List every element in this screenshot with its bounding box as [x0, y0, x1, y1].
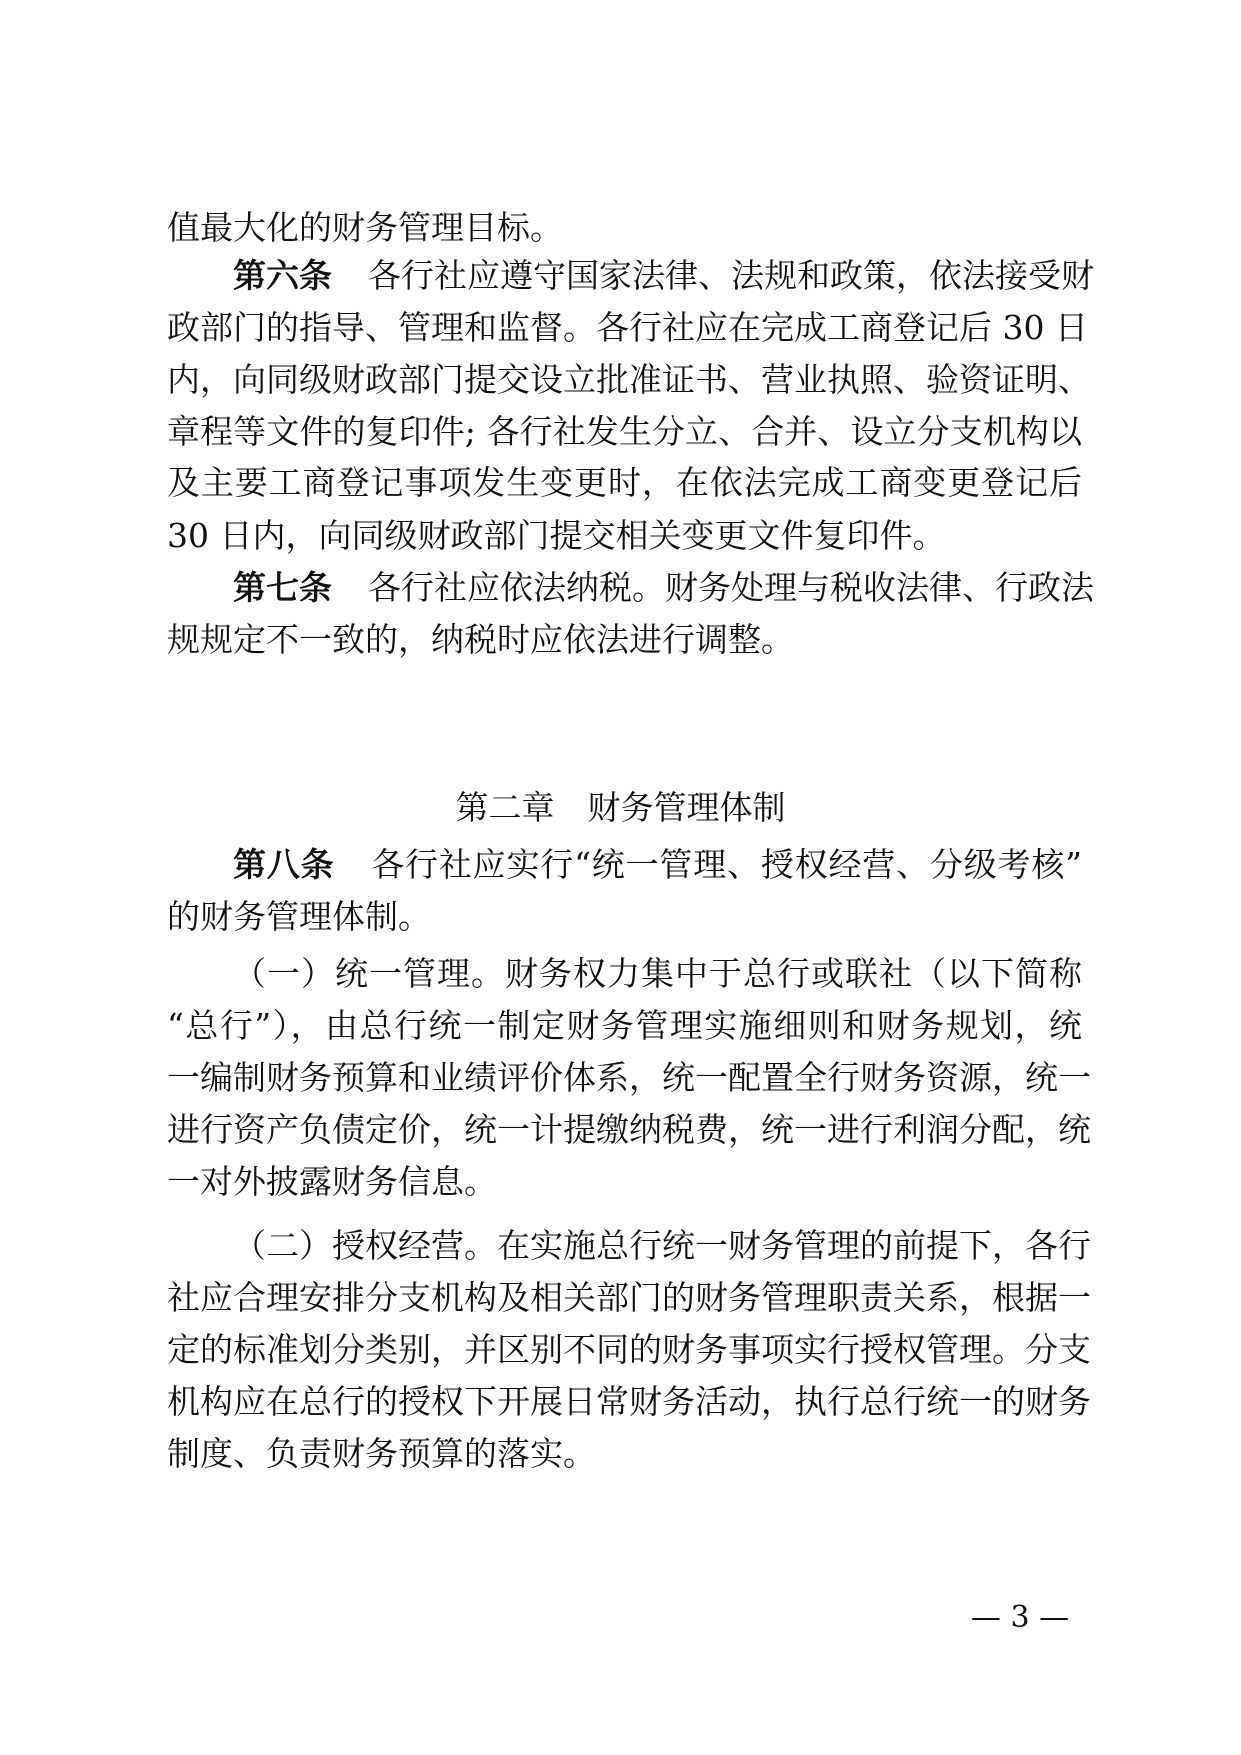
text-line: 政部门的指导、管理和监督。各行社应在完成工商登记后 30 日 — [167, 308, 1088, 347]
article-7-first-line — [233, 560, 1094, 616]
text-line: 章程等文件的复印件; 各行社发生分立、合并、设立分支机构以 — [167, 412, 1082, 451]
text-line: 30 日内，向同级财政部门提交相关变更文件复印件。 — [167, 516, 946, 555]
text-line: 社应合理安排分支机构及相关部门的财务管理职责关系，根据一 — [167, 1278, 1091, 1317]
text-line: 制度、负责财务预算的落实。 — [167, 1434, 596, 1473]
text-line: “总行”），由总行统一制定财务管理实施细则和财务规划，统 — [167, 1006, 1082, 1045]
article-text: 各行社应实行“统一管理、授权经营、分级考核” — [370, 845, 1082, 884]
article-heading: 第六条 — [233, 256, 332, 295]
item-2-first-line: （二）授权经营。在实施总行统一财务管理的前提下，各行 — [233, 1226, 1091, 1265]
page-number: — 3 — — [970, 1600, 1070, 1635]
text-line: 一对外披露财务信息。 — [167, 1162, 497, 1201]
article-8-first-line — [233, 837, 1082, 893]
text-line: 规规定不一致的，纳税时应依法进行调整。 — [167, 620, 794, 659]
text-line: 机构应在总行的授权下开展日常财务活动，执行总行统一的财务 — [167, 1382, 1091, 1421]
article-6-first-line — [233, 248, 1094, 304]
text-line: 一编制财务预算和业绩评价体系，统一配置全行财务资源，统一 — [167, 1058, 1091, 1097]
text-line: 值最大化的财务管理目标。 — [167, 208, 563, 247]
text-line: 内，向同级财政部门提交设立批准证书、营业执照、验资证明、 — [167, 360, 1091, 399]
item-1-first-line: （一）统一管理。财务权力集中于总行或联社（以下简称 — [233, 954, 1082, 993]
article-heading: 第七条 — [233, 568, 332, 607]
text-line: 定的标准划分类别，并区别不同的财务事项实行授权管理。分支 — [167, 1330, 1091, 1369]
text-line: 进行资产负债定价，统一计提缴纳税费，统一进行利润分配，统 — [167, 1110, 1091, 1149]
text-line: 及主要工商登记事项发生变更时，在依法完成工商变更登记后 — [167, 463, 1082, 502]
text-line: 的财务管理体制。 — [167, 897, 431, 936]
article-text: 各行社应遵守国家法律、法规和政策，依法接受财 — [368, 256, 1094, 295]
article-heading: 第八条 — [233, 845, 335, 884]
chapter-title: 第二章 财务管理体制 — [455, 788, 786, 827]
article-text: 各行社应依法纳税。财务处理与税收法律、行政法 — [368, 568, 1094, 607]
